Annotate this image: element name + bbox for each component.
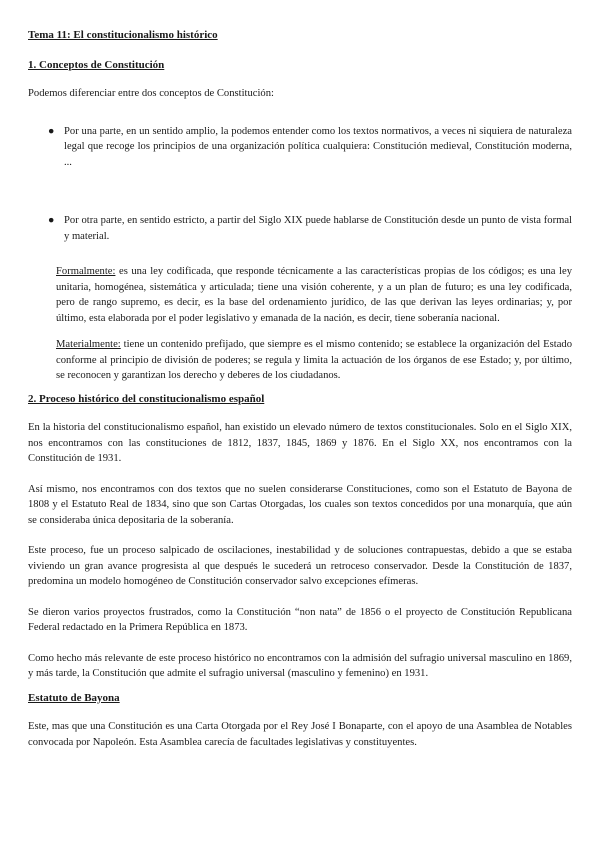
formal-definition bbox=[28, 264, 572, 326]
list-item bbox=[28, 213, 572, 244]
history-paragraph: Como hecho más relevante de este proceso histórico no encontramos con la admisión del sufragio universal masculino en 1869, y más tarde, la Constitución que admite el sufragio universal (masculino y femenino) en 1931. bbox=[28, 652, 572, 679]
list-item bbox=[28, 124, 572, 171]
material-term: Materialmente: bbox=[56, 339, 121, 350]
formal-term: Formalmente: bbox=[56, 266, 116, 277]
material-text: tiene un contenido prefijado, que siempre es el mismo contenido; se establece la organización del Estado conforme al principio de división de poderes; se regula y limita la actuación de los órganos de ese Estado; y, por último, se reconocen y garantizan los derecho y deberes de los ciudadanos. bbox=[56, 339, 572, 381]
concepts-bullet-list bbox=[28, 124, 572, 245]
section-heading-bayona: Estatuto de Bayona bbox=[28, 691, 120, 704]
history-paragraph: En la historia del constitucionalismo español, han existido un elevado número de textos constitucionales. Solo en el Siglo XIX, nos encontramos con las constituciones de 1812, 1837, 1845, 1869 y 1876. En el Siglo XX, nos encontramos con la Constitución de 1931. bbox=[28, 422, 572, 464]
bullet-icon: ● bbox=[48, 215, 55, 226]
history-paragraph: Este proceso, fue un proceso salpicado de oscilaciones, inestabilidad y de soluciones contrapuestas, debido a que se estaba viviendo un gran avance progresista al que después le sucederá un retroceso conservador. Desde la Constitución de 1837, predomina un modelo homogéneo de Constitución conservador salvo excepciones efímeras. bbox=[28, 545, 572, 587]
bullet-icon: ● bbox=[48, 125, 55, 137]
bullet-text: Por otra parte, en sentido estricto, a partir del Siglo XIX puede hablarse de Constitución desde un punto de vista formal y material. bbox=[64, 215, 572, 242]
section-heading-conceptos: 1. Conceptos de Constitución bbox=[28, 58, 165, 71]
history-paragraph: Se dieron varios proyectos frustrados, como la Constitución “non nata” de 1856 o el proyecto de Constitución Republicana Federal redactado en la Primera República en 1873. bbox=[28, 606, 572, 633]
history-paragraph: Así mismo, nos encontramos con dos textos que no suelen considerarse Constituciones, como son el Estatuto de Bayona de 1808 y el Estatuto Real de 1834, sino que son Cartas Otorgadas, los cuales son textos concedidos por una monarquía, que aún se consideraba única depositaria de la soberanía. bbox=[28, 483, 572, 526]
document-title: Tema 11: El constitucionalismo histórico bbox=[28, 29, 218, 41]
intro-paragraph: Podemos diferenciar entre dos conceptos de Constitución: bbox=[28, 88, 274, 99]
bayona-paragraph: Este, mas que una Constitución es una Carta Otorgada por el Rey José I Bonaparte, con el apoyo de una Asamblea de Notables convocada por Napoleón. Esta Asamblea carecía de facultades legislativas y constituyentes. bbox=[28, 721, 572, 748]
formal-text: es una ley codificada, que responde técnicamente a las características propias de los códigos; es una ley unitaria, homogénea, sistemática y articulada; tiene una visión coherente, y a un plan de futuro; es una ley codificada, pero de rango supremo, es decir, es la base del ordenamiento jurídico, de las que derivan las leyes ordinarias; y, por último, esta elaborada por el poder legislativo y emanada de la nación, es decir, tiene soberanía nacional. bbox=[56, 266, 572, 324]
bullet-text: Por una parte, en un sentido amplio, la podemos entender como los textos normativos, a veces ni siquiera de naturaleza legal que recoge los principios de una organización política cualquiera: Constitución medieval, Constitución moderna, ... bbox=[64, 125, 572, 168]
section-heading-proceso: 2. Proceso histórico del constitucionalismo español bbox=[28, 392, 265, 405]
material-definition bbox=[28, 337, 572, 384]
